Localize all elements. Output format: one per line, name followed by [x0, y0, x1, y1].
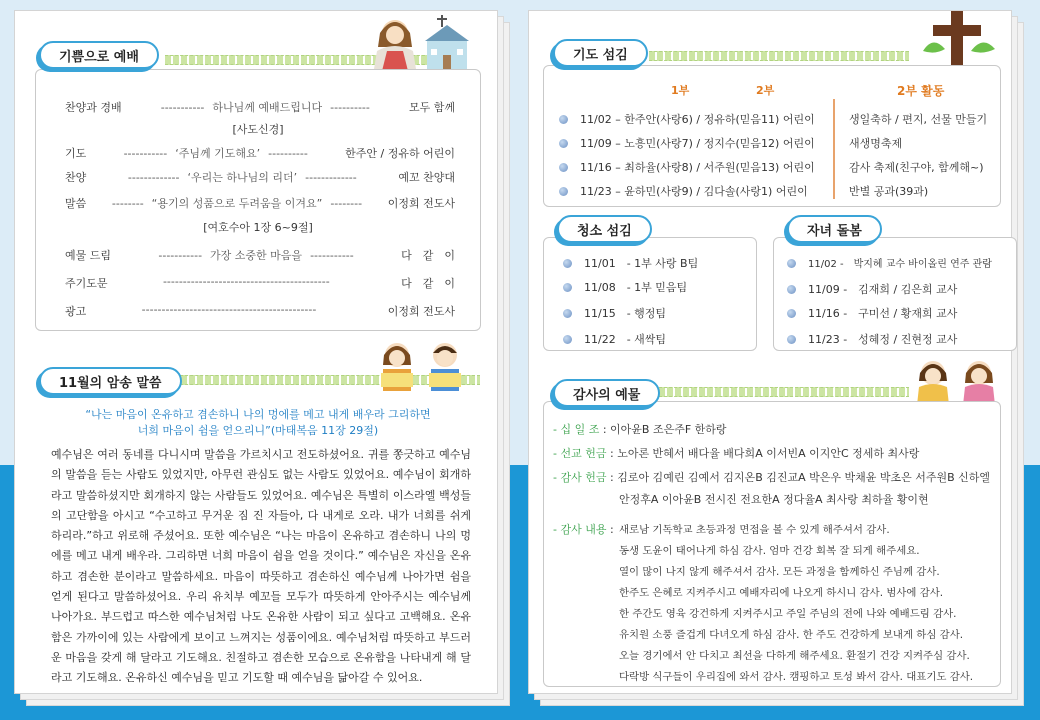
childcare-row-text: 11/02 - 박지혜 교수 바이올린 연주 관람 — [808, 259, 992, 270]
worship-row-label: 기도 — [65, 147, 87, 160]
prayer-activity: 감사 축제(친구야, 함께해~) — [849, 161, 984, 174]
mission-offering-names: 노아론 반혜서 배다율 배다희A 이서빈A 이지안C 정세하 최사랑 — [617, 447, 920, 460]
worship-row — [65, 247, 455, 263]
prayer-person-2: 김다솔(사랑1) 어린이 — [703, 185, 808, 198]
cleaning-row — [563, 331, 666, 347]
bullet-icon — [559, 187, 568, 196]
bullet-icon — [787, 335, 796, 344]
prayer-row — [559, 159, 815, 175]
children-reading-illustration — [375, 339, 475, 397]
worship-row-leader: 예꼬 찬양대 — [398, 171, 455, 184]
worship-row-subtitle: [여호수아 1장 6~9절] — [203, 221, 313, 234]
decor-tape — [649, 51, 909, 61]
worship-row-dashes: -------- — [111, 197, 144, 210]
worship-row-middle — [158, 247, 353, 263]
worship-row-leader: 다 같 이 — [401, 277, 455, 290]
prayer-person-1: 윤하민(사랑9) — [624, 185, 693, 198]
verse-line-1: “나는 마음이 온유하고 겸손하니 나의 멍에를 메고 내게 배우라 그리하면 — [85, 408, 431, 421]
section-title-offering: 감사의 예물 — [553, 379, 660, 407]
bullet-icon — [559, 115, 568, 124]
worship-row — [65, 99, 455, 115]
prayer-person-2: 정지수(믿음12) 어린이 — [703, 137, 815, 150]
bullet-icon — [559, 139, 568, 148]
bullet-icon — [787, 309, 796, 318]
mission-offering-label: 선교 헌금 — [560, 447, 607, 460]
prayer-date: 11/23 — [580, 185, 612, 198]
worship-row-subtitle: [사도신경] — [232, 123, 284, 136]
thanks-offering-row: - 감사 헌금 : 김로아 김예린 김예서 김지온B 김진교A 박은우 박채윤 박초은 서주원B 신하엘 — [553, 471, 991, 484]
prayer-date: 11/16 — [580, 161, 612, 174]
worship-row-label: 찬양 — [65, 171, 87, 184]
section-title-cleaning: 청소 섬김 — [557, 215, 652, 243]
prayer-date: 11/02 — [580, 113, 612, 126]
prayer-separator: / — [692, 113, 704, 126]
prayer-separator: / — [692, 137, 704, 150]
childcare-row — [787, 255, 992, 270]
prayer-person-1: 최하율(사랑8) — [624, 161, 693, 174]
cleaning-row-text: 11/08 - 1부 믿음팀 — [584, 281, 688, 294]
cleaning-row-text: 11/01 - 1부 사랑 B팀 — [584, 257, 699, 270]
worship-row-middle — [128, 169, 357, 185]
worship-row-leader: 다 같 이 — [401, 249, 455, 262]
thanks-offering-names-2: 안정후A 이아윤B 전시진 전요한A 정다율A 최사랑 최하율 황이현 — [619, 493, 929, 506]
prayer-row — [559, 135, 815, 151]
worship-row-label: 찬양과 경배 — [65, 101, 122, 114]
tithe-names: 이아윤B 조은주F 한하랑 — [610, 423, 727, 436]
memory-verse-body: 예수님은 여러 동네를 다니시며 말씀을 가르치시고 전도하셨어요. 귀를 쫑긋하고 예수님의 말씀을 듣는 사람도 있었지만, 아무런 관심도 없는 사람도 있었어요. 예수님이 회개하라고 말씀하셨지만 회개하지 않는 사람들도 있었어요. 예수님은 특별히 이스라엘 백성들의 고단함을 아시고 “수고하고 무거운 짐 진 자들아, 다 내게로 오라. 내가 너희를 쉬게 하리라.”하고 위로해 주셨어요. 또한 예수님은 “나는 마음이 온유하고 겸손하니 나의 멍에를 메고 내게 배우라. 그리하면 너희 마음이 쉼을 얻을 것이다.” 예수님은 자신을 온유하고 겸손한 분이라고 말씀하세요. 마음이 따뜻하고 겸손하신 예수님께 나아가면 쉼을 얻게 된다고 말씀하셨어요. 우리 유치부 예꼬들 모두가 따뜻하게 안아주시는 예수님께 나아가요. 부드럽고 따스한 예수님처럼 나도 온유한 사람이 되고 싶다고 고백해요. 온유함은 가까이에 있는 사람에게 보이고 느껴지는 성품이에요. 예수님처럼 따뜻하고 부드러운 마음을 갖게 해 달라고 기도해요. 친절하고 겸손한 모습으로 온유함을 나타내게 해 달라고 기도해요. 온유하신 예수님을 믿고 기도할 때 예수님을 닮아갈 수 있어요. — [51, 448, 471, 685]
bullet-icon — [787, 285, 796, 294]
cleaning-row — [563, 305, 666, 321]
prayer-activity: 생일축하 / 편지, 선물 만들기 — [849, 113, 988, 126]
worship-row — [65, 195, 455, 211]
bullet-icon — [563, 309, 572, 318]
worship-row-dashes: ---------- — [268, 147, 308, 160]
prayer-person-1: 노흥민(사랑7) — [624, 137, 693, 150]
prayer-row — [559, 183, 808, 199]
worship-row-content: ‘주님께 기도해요’ — [175, 147, 261, 160]
bullet-icon — [563, 283, 572, 292]
worship-row-dashes: ----------- — [160, 101, 205, 114]
prayer-row — [559, 111, 815, 127]
worship-row — [65, 145, 455, 161]
thanks-content-line: 유치원 소풍 즐겁게 다녀오게 하심 감사. 한 주도 건강하게 보내게 하심 감사. — [619, 629, 964, 641]
thanks-content-line: 오늘 경기에서 안 다치고 최선을 다하게 해주세요. 환절기 건강 지켜주심 감사. — [619, 650, 970, 662]
prayer-separator: – — [611, 161, 625, 174]
section-title-worship: 기쁨으로 예배 — [39, 41, 159, 69]
section-title-childcare: 자녀 돌봄 — [787, 215, 882, 243]
verse-line-2: 너희 마음이 쉼을 얻으리니”(마태복음 11장 29절) — [137, 424, 379, 437]
worship-row-dashes: ---------- — [330, 101, 370, 114]
prayer-person-2: 정유하(믿음11) 어린이 — [703, 113, 815, 126]
worship-row-leader: 이정희 전도사 — [387, 197, 455, 210]
prayer-separator: – — [611, 113, 625, 126]
childcare-row — [787, 281, 957, 297]
thanks-offering-label: 감사 헌금 — [560, 471, 607, 484]
prayer-separator: – — [611, 185, 625, 198]
prayer-separator: / — [692, 185, 704, 198]
thanks-content-label-row: - 감사 내용 : — [553, 523, 614, 536]
bullet-icon — [563, 335, 572, 344]
worship-row-label: 말씀 — [65, 197, 87, 210]
childcare-row — [787, 305, 957, 321]
worship-row-dashes: ----------- — [310, 249, 354, 262]
thanks-content-label: 감사 내용 — [560, 523, 607, 536]
worship-row-leader: 한주안 / 정유하 어린이 — [345, 147, 455, 160]
childcare-row-text: 11/09 - 김재희 / 김은희 교사 — [808, 283, 958, 296]
prayer-activity-header: 2부 활동 — [897, 84, 945, 98]
worship-row-dashes: ------------------------------------------ — [162, 275, 330, 288]
bullet-icon — [559, 163, 568, 172]
worship-row-label: 주기도문 — [65, 277, 108, 290]
cleaning-row — [563, 255, 698, 271]
childcare-row-text: 11/23 - 성혜정 / 진현정 교사 — [808, 333, 958, 346]
prayer-activity: 새생명축제 — [849, 137, 903, 150]
cleaning-row — [563, 279, 687, 295]
worship-row-label: 광고 — [65, 305, 87, 318]
childcare-row-text: 11/16 - 구미선 / 황재희 교사 — [808, 307, 958, 320]
worship-row-middle — [163, 275, 346, 291]
childcare-row — [787, 331, 957, 347]
prayer-separator: / — [692, 161, 704, 174]
worship-row-content: 가장 소중한 마음을 — [210, 249, 303, 262]
mission-offering-row: - 선교 헌금 : 노아론 반혜서 배다율 배다희A 이서빈A 이지안C 정세하 최사랑 — [553, 447, 920, 460]
decor-tape — [659, 387, 909, 397]
prayer-col-2-header: 2부 — [756, 84, 775, 97]
section-title-memory-verse: 11월의 암송 말씀 — [39, 367, 182, 395]
worship-row-dashes: ------------- — [305, 171, 357, 184]
bullet-icon — [787, 259, 796, 268]
thanks-content-line: 동생 도윤이 태어나게 하심 감사. 엄마 건강 회복 잘 되게 해주세요. — [619, 545, 920, 557]
cleaning-row-text: 11/22 - 새싹팀 — [584, 333, 667, 346]
tithe-row: - 십 일 조 : 이아윤B 조은주F 한하랑 — [553, 423, 727, 436]
worship-row-dashes: ------------- — [127, 171, 180, 184]
prayer-date: 11/09 — [580, 137, 612, 150]
prayer-person-1: 한주안(사랑6) — [624, 113, 693, 126]
worship-row-dashes: ----------- — [158, 249, 203, 262]
worship-row-dashes: -------------------------------------------- — [141, 303, 317, 316]
worship-row-leader: 이정희 전도사 — [387, 305, 455, 318]
memory-verse-box — [35, 399, 481, 685]
thanks-content-line: 다락방 식구들이 우리집에 와서 감사. 캠핑하고 토성 봐서 감사. 대표기도 감사. — [619, 671, 974, 683]
worship-row-content: ‘우리는 하나님의 리더’ — [187, 171, 298, 184]
thanks-content-line: 새로남 기독학교 초등과정 면접을 볼 수 있게 해주셔서 감사. — [619, 524, 890, 536]
worship-row-middle — [112, 195, 362, 211]
worship-row-middle — [142, 303, 333, 319]
cleaning-row-text: 11/15 - 행정팀 — [584, 307, 667, 320]
praying-children-illustration — [913, 357, 1003, 405]
worship-row-content: “용기의 성품으로 두려움을 이겨요” — [151, 197, 323, 210]
worship-row — [65, 169, 455, 185]
thanks-offering-names-1: 김로아 김예린 김예서 김지온B 김진교A 박은우 박채윤 박초은 서주원B 신하엘 — [617, 471, 991, 484]
prayer-person-2: 서주원(믿음13) 어린이 — [703, 161, 815, 174]
worship-row-dashes: -------- — [330, 197, 363, 210]
bullet-icon — [563, 259, 572, 268]
thanks-content-line: 열이 많이 나지 않게 해주셔서 감사. 모든 과정을 함께하신 주님께 감사. — [619, 566, 940, 578]
prayer-col-1-header: 1부 — [671, 84, 690, 97]
cross-illustration — [919, 11, 999, 67]
worship-row-dashes: ----------- — [123, 147, 168, 160]
worship-row-middle — [161, 99, 370, 115]
thanks-content-line: 한 주간도 영육 강건하게 지켜주시고 주일 주님의 전에 나와 예배드림 감사. — [619, 608, 957, 620]
tithe-label: 십 일 조 — [560, 423, 600, 436]
worship-row-middle — [124, 145, 308, 161]
prayer-separator: – — [611, 137, 625, 150]
worship-row — [65, 275, 455, 291]
prayer-divider — [833, 99, 835, 199]
worship-row — [65, 303, 455, 319]
prayer-activity: 반별 공과(39과) — [849, 185, 929, 198]
left-page — [14, 10, 498, 694]
thanks-content-line: 한주도 은혜로 지켜주시고 예배자리에 나오게 하시니 감사. 범사에 감사. — [619, 587, 944, 599]
worship-row-label: 예물 드림 — [65, 249, 112, 262]
right-page — [528, 10, 1012, 694]
church-illustration — [365, 11, 483, 75]
worship-row-leader: 모두 함께 — [408, 101, 455, 114]
worship-row-content: 하나님께 예배드립니다 — [212, 101, 323, 114]
section-title-prayer: 기도 섬김 — [553, 39, 648, 67]
